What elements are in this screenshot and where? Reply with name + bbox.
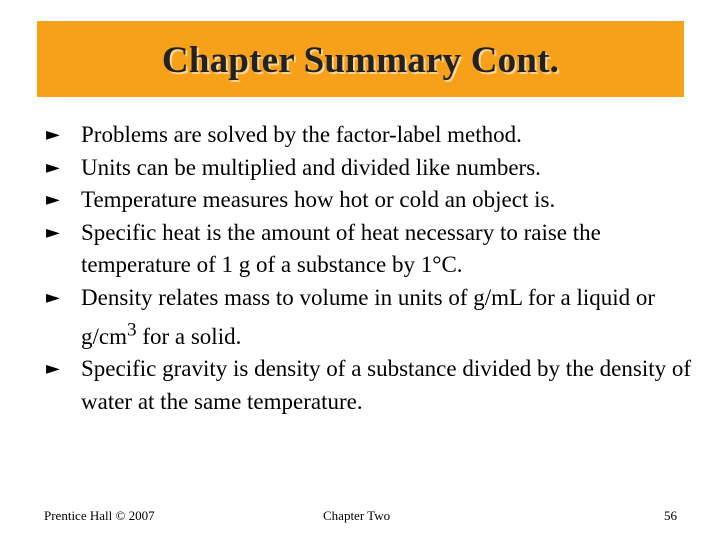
footer-copyright: Prentice Hall © 2007 [44, 508, 155, 523]
bullet-arrow-icon: ► [46, 286, 60, 308]
slide-title: Chapter Summary Cont. [161, 39, 560, 81]
footer-page-number: 56 [664, 508, 677, 523]
bullet-item [46, 152, 696, 185]
bullet-item [46, 353, 696, 418]
title-bar [37, 21, 684, 97]
superscript-exponent: 3 [127, 319, 137, 340]
bullet-text: Specific heat is the amount of heat necessary to raise the temperature of 1 g of a substance by 1°C. [81, 219, 601, 277]
bullet-arrow-icon: ► [46, 358, 60, 380]
bullet-text: Units can be multiplied and divided like numbers. [81, 154, 541, 180]
bullet-text-after: for a solid. [136, 323, 242, 349]
bullet-item [46, 119, 696, 152]
bullet-text: Problems are solved by the factor-label method. [81, 122, 522, 147]
bullet-arrow-icon: ► [46, 221, 60, 243]
bullet-arrow-icon: ► [46, 156, 60, 178]
bullet-text [81, 285, 655, 349]
bullet-arrow-icon: ► [46, 189, 60, 210]
bullet-item [46, 282, 696, 354]
bullet-text: Specific gravity is density of a substance divided by the density of water at the same temperature. [81, 356, 692, 414]
footer-chapter: Chapter Two [323, 508, 391, 523]
bullet-list [46, 119, 696, 418]
bullet-item [46, 217, 696, 282]
bullet-text-before: Density relates mass to volume in units of g/mL for a liquid or g/cm [81, 284, 656, 349]
bullet-arrow-icon: ► [46, 124, 60, 145]
bullet-item [46, 184, 696, 217]
bullet-text: Temperature measures how hot or cold an object is. [81, 187, 556, 212]
